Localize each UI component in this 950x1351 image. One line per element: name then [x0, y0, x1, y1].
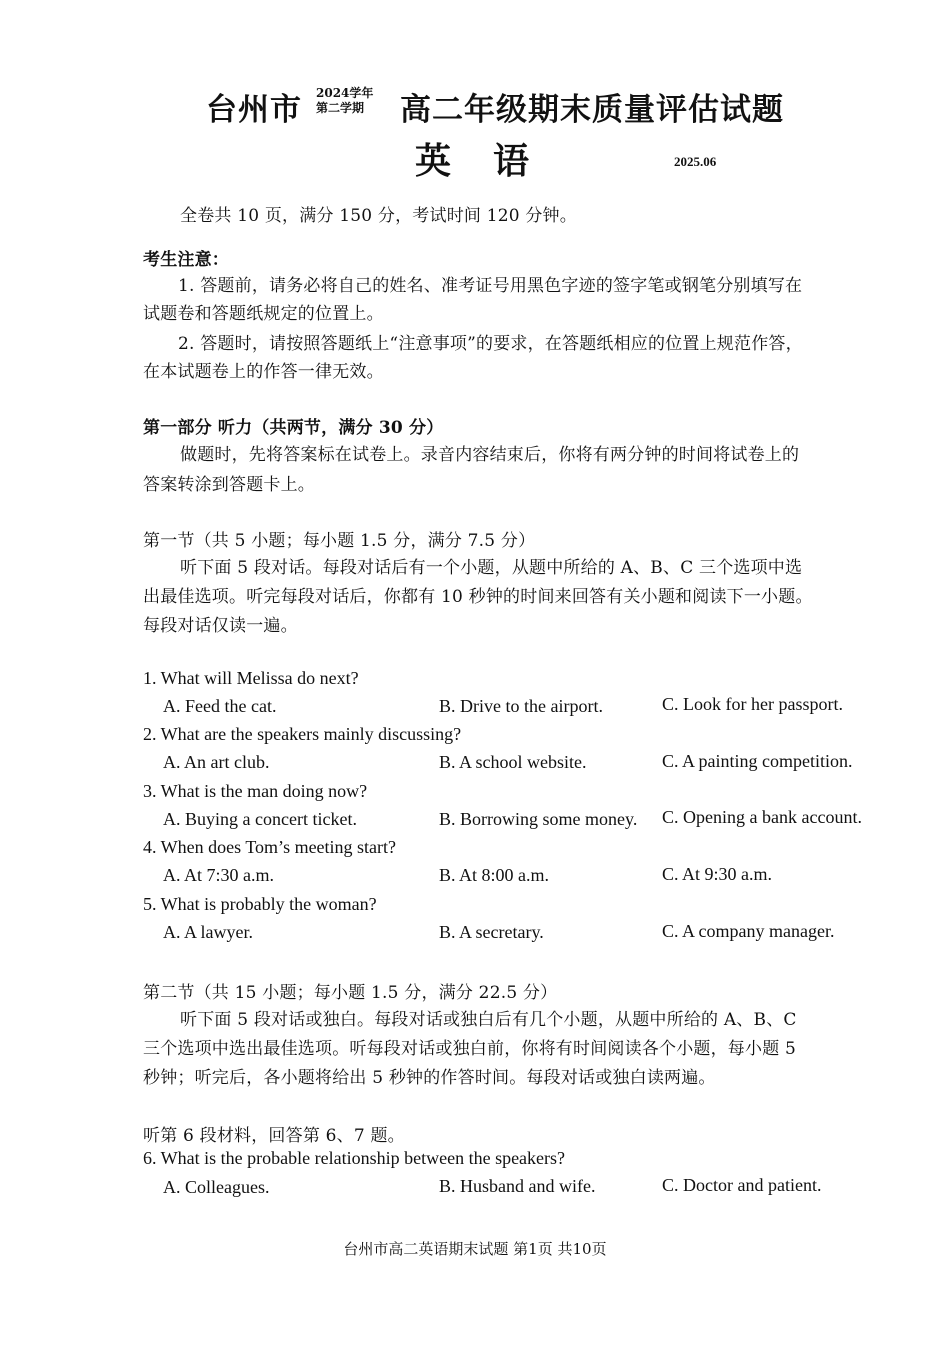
part1-title: 第一部分 听力（共两节，满分 30 分） [143, 418, 444, 438]
exam-subject: 英语 [415, 140, 572, 182]
question-6-option-b: B. Husband and wife. [439, 1176, 596, 1196]
question-2-option-c: C. A painting competition. [662, 751, 853, 771]
question-1: 1. What will Melissa do next? [143, 668, 359, 688]
question-5-option-b: B. A secretary. [439, 922, 544, 942]
exam-year: 2024学年 [316, 86, 374, 100]
question-4-option-b: B. At 8:00 a.m. [439, 865, 550, 885]
section1-desc-line-3: 每段对话仅读一遍。 [143, 616, 298, 636]
question-4-option-a: A. At 7:30 a.m. [163, 865, 274, 885]
notice-item-1-line-2: 试题卷和答题纸规定的位置上。 [143, 304, 384, 324]
page-footer: 台州市高二英语期末试题 第1页 共10页 [343, 1240, 607, 1258]
notice-item-2-line-2: 在本试题卷上的作答一律无效。 [143, 362, 384, 382]
question-6-option-c: C. Doctor and patient. [662, 1175, 822, 1195]
question-6: 6. What is the probable relationship between the speakers? [143, 1148, 566, 1168]
exam-intro: 全卷共 10 页，满分 150 分，考试时间 120 分钟。 [180, 206, 577, 226]
section2-desc-line-2: 三个选项中选出最佳选项。听每段对话或独白前，你将有时间阅读各个小题，每小题 5 [143, 1039, 797, 1059]
section2-desc-line-3: 秒钟；听完后，各小题将给出 5 秒钟的作答时间。每段对话或独白读两遍。 [143, 1068, 716, 1088]
notice-item-1-line-1: 1. 答题前，请务必将自己的姓名、准考证号用黑色字迹的签字笔或钢笔分别填写在 [178, 276, 803, 296]
question-5-option-c: C. A company manager. [662, 921, 835, 941]
question-3: 3. What is the man doing now? [143, 781, 368, 801]
question-3-option-b: B. Borrowing some money. [439, 809, 638, 829]
part1-desc-line-2: 答案转涂到答题卡上。 [143, 475, 315, 495]
question-3-option-a: A. Buying a concert ticket. [163, 809, 357, 829]
part1-desc-line-1: 做题时，先将答案标在试卷上。录音内容结束后，你将有两分钟的时间将试卷上的 [180, 445, 800, 465]
question-2: 2. What are the speakers mainly discussing? [143, 724, 462, 744]
question-1-option-a: A. Feed the cat. [163, 696, 277, 716]
question-5-option-a: A. A lawyer. [163, 922, 253, 942]
question-2-option-a: A. An art club. [163, 752, 270, 772]
exam-semester: 第二学期 [316, 101, 365, 115]
question-1-option-c: C. Look for her passport. [662, 694, 843, 714]
section1-title: 第一节（共 5 小题；每小题 1.5 分，满分 7.5 分） [143, 531, 536, 551]
question-6-option-a: A. Colleagues. [163, 1177, 270, 1197]
section1-desc-line-1: 听下面 5 段对话。每段对话后有一个小题，从题中所给的 A、B、C 三个选项中选 [180, 558, 803, 578]
question-5: 5. What is probably the woman? [143, 894, 377, 914]
exam-title: 高二年级期末质量评估试题 [400, 92, 784, 128]
exam-city: 台州市 [206, 92, 302, 128]
exam-term [316, 86, 373, 116]
notice-title: 考生注意： [143, 250, 229, 270]
question-4-option-c: C. At 9:30 a.m. [662, 864, 773, 884]
question-1-option-b: B. Drive to the airport. [439, 696, 603, 716]
section2-title: 第二节（共 15 小题；每小题 1.5 分，满分 22.5 分） [143, 983, 558, 1003]
question-3-option-c: C. Opening a bank account. [662, 807, 862, 827]
section1-desc-line-2: 出最佳选项。听完每段对话后，你都有 10 秒钟的时间来回答有关小题和阅读下一小题。 [143, 587, 813, 607]
section2-desc-line-1: 听下面 5 段对话或独白。每段对话或独白后有几个小题，从题中所给的 A、B、C [180, 1010, 797, 1030]
notice-item-2-line-1: 2. 答题时，请按照答题纸上“注意事项”的要求，在答题纸相应的位置上规范作答， [178, 334, 803, 354]
question-2-option-b: B. A school website. [439, 752, 587, 772]
question-4: 4. When does Tom’s meeting start? [143, 837, 397, 857]
exam-date: 2025.06 [674, 154, 717, 169]
material-6-instruction: 听第 6 段材料，回答第 6、7 题。 [143, 1126, 405, 1146]
